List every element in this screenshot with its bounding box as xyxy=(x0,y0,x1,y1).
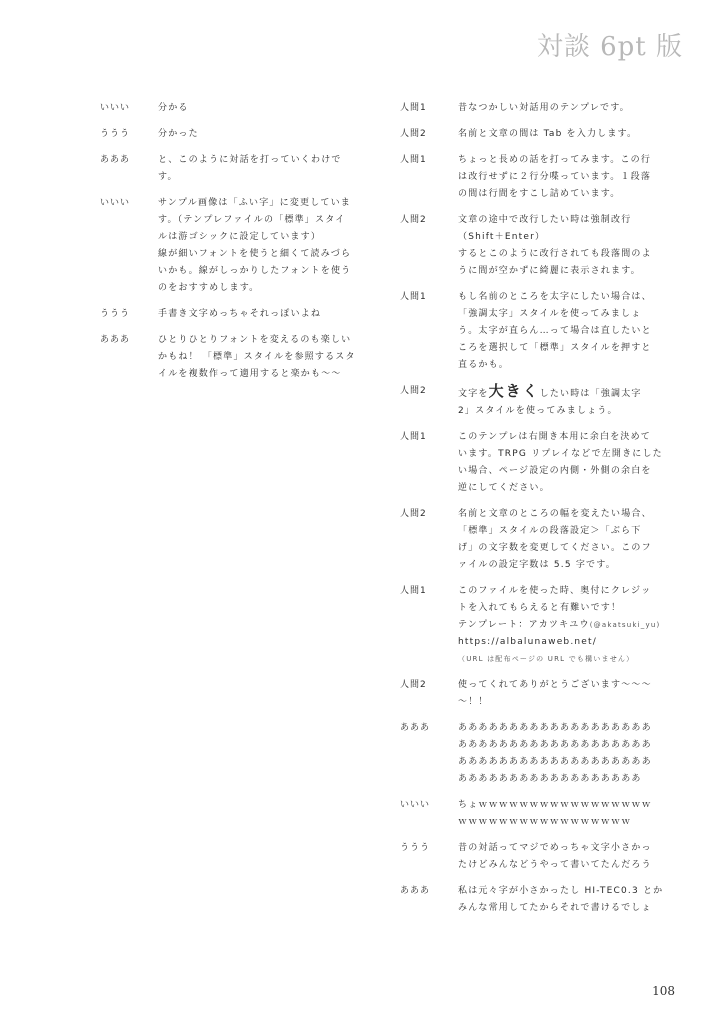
speaker-name: いいい xyxy=(100,103,131,113)
dialogue-line: す。 xyxy=(158,172,178,182)
dialogue-line: ～！！ xyxy=(458,697,489,707)
dialogue-line: ひとりひとりフォントを変えるのも楽しい xyxy=(158,335,352,345)
dialogue-entry xyxy=(400,212,662,280)
dialogue-line: 分かる xyxy=(158,103,189,113)
speaker-name: あああ xyxy=(100,155,131,165)
dialogue-line: かもね！ 「標準」スタイルを参照するスタ xyxy=(158,352,356,362)
speaker-name: 人間1 xyxy=(400,155,427,165)
dialogue-line: 手書き文字めっちゃそれっぽいよね xyxy=(158,309,322,319)
speaker-name: あああ xyxy=(400,723,431,733)
dialogue-entry xyxy=(400,100,662,117)
dialogue-entry xyxy=(100,100,362,117)
dialogue-line: のをおすすめします。 xyxy=(158,283,260,293)
dialogue-line: 私は元々字が小さかったし HI-TEC0.3 とか xyxy=(458,886,664,896)
dialogue-line: 「強調太字」スタイルを使ってみましょ xyxy=(458,309,642,319)
dialogue-line: このテンプレは右開き本用に余白を決めて xyxy=(458,432,651,442)
dialogue-entry xyxy=(400,583,662,668)
speaker-name: いいい xyxy=(100,198,131,208)
author-handle: (@akatsuki_yu) xyxy=(589,621,661,629)
dialogue-line: げ」の文字数を変更してください。このフ xyxy=(458,543,652,553)
dialogue-line: 昔なつかしい対話用のテンプレです。 xyxy=(458,103,630,113)
right-column xyxy=(400,100,662,917)
dialogue-entry xyxy=(400,677,662,711)
dialogue-line: す。（テンプレファイルの「標準」スタイ xyxy=(158,215,346,225)
dialogue-entry xyxy=(400,506,662,574)
dialogue-line: 昔の対話ってマジでめっちゃ文字小さかっ xyxy=(458,843,652,853)
credit-url: https://albalunaweb.net/ xyxy=(458,637,598,647)
speaker-name: 人間1 xyxy=(400,432,427,442)
dialogue-line xyxy=(458,617,662,634)
dialogue-entry xyxy=(400,383,662,420)
speaker-name: いいい xyxy=(400,800,431,810)
dialogue-line: 文章の途中で改行したい時は強制改行 xyxy=(458,215,632,225)
dialogue-entry xyxy=(100,306,362,323)
dialogue-line: ああああああああああああああああああ xyxy=(458,774,642,784)
dialogue-entry xyxy=(100,332,362,383)
dialogue-line: 線が細いフォントを使うと細くて読みづら xyxy=(158,249,352,259)
speaker-name: 人間2 xyxy=(400,129,427,139)
dialogue-entry xyxy=(400,289,662,374)
speaker-name: ううう xyxy=(100,129,131,139)
dialogue-line: トを入れてもらえると有難いです！ xyxy=(458,603,622,613)
dialogue-line: 直るかも。 xyxy=(458,360,510,370)
dialogue-entry xyxy=(100,152,362,186)
dialogue-line: の間は行間をすこし詰めています。 xyxy=(458,189,621,199)
speaker-name: 人間2 xyxy=(400,386,427,396)
dialogue-line: ｗｗｗｗｗｗｗｗｗｗｗｗｗｗｗｗｗ xyxy=(458,817,632,827)
dialogue-entry xyxy=(400,126,662,143)
speaker-name: ううう xyxy=(100,309,131,319)
dialogue-entry xyxy=(400,720,662,788)
credit-text: テンプレート：アカツキユウ xyxy=(458,620,590,630)
dialogue-line: 名前と文章の間は Tab を入力します。 xyxy=(458,129,638,139)
dialogue-line: （Shift＋Enter） xyxy=(458,232,546,242)
speaker-name: あああ xyxy=(100,335,131,345)
dialogue-entry xyxy=(400,152,662,203)
dialogue-line xyxy=(458,383,662,403)
dialogue-line: みんな常用してたからそれで書けるでしょ xyxy=(458,903,652,913)
dialogue-entry xyxy=(400,840,662,874)
dialogue-text: 文字を xyxy=(458,389,489,399)
dialogue-entry xyxy=(100,126,362,143)
emphasis-large-text: 大きく xyxy=(488,383,540,400)
dialogue-line: 「標準」スタイルの段落設定＞「ぶら下 xyxy=(458,526,642,536)
speaker-name: あああ xyxy=(400,886,431,896)
speaker-name: 人間1 xyxy=(400,586,427,596)
dialogue-line: い場合、ページ設定の内側・外側の余白を xyxy=(458,466,652,476)
dialogue-line: ルは游ゴシックに設定しています） xyxy=(158,232,322,242)
dialogue-line: 名前と文章のところの幅を変えたい場合、 xyxy=(458,509,652,519)
dialogue-line: 使ってくれてありがとうございます～～～ xyxy=(458,680,652,690)
dialogue-line: このファイルを使った時、奥付にクレジッ xyxy=(458,586,652,596)
url-note: （URL は配布ページの URL でも構いません） xyxy=(458,655,635,663)
dialogue-line: は改行せずに２行分喋っています。１段落 xyxy=(458,172,652,182)
dialogue-line: サンプル画像は「ふい字」に変更していま xyxy=(158,198,351,208)
dialogue-line: いかも。線がしっかりしたフォントを使う xyxy=(158,266,352,276)
speaker-name: 人間1 xyxy=(400,103,427,113)
dialogue-line: たけどみんなどうやって書いてたんだろう xyxy=(458,860,652,870)
dialogue-line: するとこのように改行されても段落間のよ xyxy=(458,249,652,259)
dialogue-line: ころを選択して「標準」スタイルを押すと xyxy=(458,343,652,353)
speaker-name: ううう xyxy=(400,843,431,853)
dialogue-line: うに間が空かずに綺麗に表示されます。 xyxy=(458,266,641,276)
speaker-name: 人間2 xyxy=(400,215,427,225)
dialogue-line: ァイルの設定字数は 5.5 字です。 xyxy=(458,560,616,570)
dialogue-line: います。TRPG リプレイなどで左開きにした xyxy=(458,449,663,459)
dialogue-line: イルを複数作って適用すると楽かも～～ xyxy=(158,369,342,379)
dialogue-line: う。太字が直らん…って場合は直したいと xyxy=(458,326,652,336)
speaker-name: 人間1 xyxy=(400,292,427,302)
speaker-name: 人間2 xyxy=(400,509,427,519)
dialogue-line: ちょっと長めの話を打ってみます。この行 xyxy=(458,155,652,165)
dialogue-entry xyxy=(100,195,362,297)
left-column xyxy=(100,100,362,383)
page-title: 対談 6pt 版 xyxy=(536,32,683,62)
dialogue-entry xyxy=(400,797,662,831)
dialogue-line: 2」スタイルを使ってみましょう。 xyxy=(458,406,618,416)
dialogue-line: あああああああああああああああああああ xyxy=(458,757,652,767)
speaker-name: 人間2 xyxy=(400,680,427,690)
dialogue-line: 分かった xyxy=(158,129,199,139)
dialogue-line: あああああああああああああああああああ xyxy=(458,723,652,733)
page-number: 108 xyxy=(652,984,675,998)
dialogue-line: ちょｗｗｗｗｗｗｗｗｗｗｗｗｗｗｗｗｗ xyxy=(458,800,652,810)
dialogue-entry xyxy=(400,883,662,917)
dialogue-line: あああああああああああああああああああ xyxy=(458,740,652,750)
dialogue-text: したい時は「強調太字 xyxy=(539,389,642,399)
dialogue-line: 逆にしてください。 xyxy=(458,483,550,493)
dialogue-line: と、このように対話を打っていくわけで xyxy=(158,155,342,165)
dialogue-line: もし名前のところを太字にしたい場合は、 xyxy=(458,292,652,302)
dialogue-entry xyxy=(400,429,662,497)
